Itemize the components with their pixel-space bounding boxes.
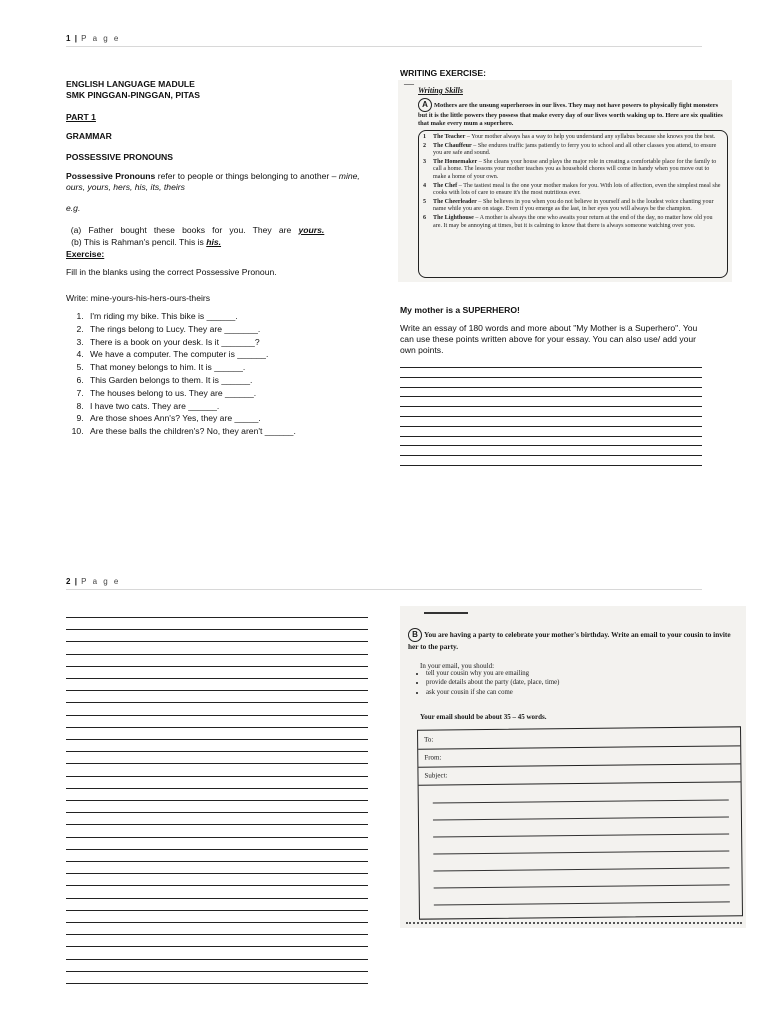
exercise-item: 7. The houses belong to us. They are ______. <box>86 387 374 400</box>
email-requirements <box>406 669 559 697</box>
writing-line[interactable] <box>66 800 368 801</box>
quality-text: – The tastiest meal is the one your mother makes for you. With lots of affection, even the simplest meal she cooks with lots of care to ensure it's the most nutritious ever. <box>433 182 721 197</box>
writing-line[interactable] <box>66 861 368 862</box>
exercise-item: 10. Are these balls the children's? No, they aren't ______. <box>86 425 374 438</box>
writing-line[interactable] <box>66 776 368 777</box>
writing-line[interactable] <box>66 641 368 642</box>
section-b-marker: B <box>408 628 422 642</box>
writing-line[interactable] <box>66 715 368 716</box>
essay-line[interactable] <box>400 367 702 368</box>
definition-text: refer to people or things belonging to another – <box>155 171 339 181</box>
quality-text: – She endures traffic jams patiently to ferry you to school and all other classes you attend, to ensure you are safe and sound. <box>433 142 717 157</box>
email-line[interactable] <box>433 833 729 837</box>
writing-line[interactable] <box>66 959 368 960</box>
essay-line[interactable] <box>400 387 702 388</box>
email-line[interactable] <box>433 799 729 803</box>
email-line[interactable] <box>433 867 729 871</box>
essay-line[interactable] <box>400 377 702 378</box>
writing-line[interactable] <box>66 885 368 886</box>
writing-line[interactable] <box>66 922 368 923</box>
email-form <box>417 726 743 919</box>
quality-number: 2 <box>423 142 427 149</box>
writing-lines-left[interactable] <box>66 0 368 1000</box>
writing-line[interactable] <box>66 971 368 972</box>
email-task <box>408 628 742 651</box>
to-label: To: <box>424 735 434 744</box>
writing-line[interactable] <box>66 678 368 679</box>
email-body-lines[interactable] <box>419 781 742 918</box>
exercise-item: 3. There is a book on your desk. Is it _______? <box>86 336 374 349</box>
essay-line[interactable] <box>400 426 702 427</box>
essay-line[interactable] <box>400 416 702 417</box>
writing-line[interactable] <box>66 617 368 618</box>
writing-line[interactable] <box>66 788 368 789</box>
quality-number: 1 <box>423 134 427 140</box>
exercise-item: 1. I'm riding my bike. This bike is ______. <box>86 310 374 323</box>
definition-term: Possessive Pronouns <box>66 171 156 181</box>
example-b-answer: his. <box>206 237 222 247</box>
requirement-item: • tell your cousin why you are emailing <box>426 669 559 678</box>
section-label: GRAMMAR <box>66 131 112 141</box>
quality-text: – She believes in you when you do not believe in yourself and is the loudest voice chanting your name while you are on stage. Even if you emerge as the last, in her eyes you will always be the champion. <box>433 198 714 213</box>
page-label: P a g e <box>81 34 121 43</box>
scanned-email-task <box>400 606 746 928</box>
scan-top-dash <box>424 612 468 614</box>
quality-number: 6 <box>423 214 427 221</box>
writing-line[interactable] <box>66 763 368 764</box>
example-a-text: (a) Father bought these books for you. They are <box>70 225 299 235</box>
page-header-2: 2 | P a g e <box>66 577 121 586</box>
essay-line[interactable] <box>400 465 702 466</box>
exercise-item: 4. We have a computer. The computer is ______. <box>86 348 374 361</box>
scan-dash: — <box>404 79 414 90</box>
scan-intro-text: Mothers are the unsung superheroes in our lives. They may not have powers to physically fight monsters but it is the little powers they possess that make every day of our lives worth waking up to. Here are six qualities that make every mum a superhero. <box>418 102 723 128</box>
quality-number: 4 <box>423 182 427 189</box>
essay-line[interactable] <box>400 455 702 456</box>
eg-label: e.g. <box>66 203 81 213</box>
writing-line[interactable] <box>66 812 368 813</box>
section-a-marker: A <box>418 98 432 112</box>
writing-line[interactable] <box>66 751 368 752</box>
email-task-text: You are having a party to celebrate your mother's birthday. Write an email to your cousin to invite her to the party. <box>408 630 731 651</box>
essay-line[interactable] <box>400 396 702 397</box>
email-should-label: In your email, you should: <box>420 662 495 670</box>
requirement-item: • ask your cousin if she can come <box>426 688 559 697</box>
quality-text: – Your mother always has a way to help you understand any syllabus because she knows you the best. <box>465 134 716 140</box>
quality-name: The Chef <box>433 182 458 189</box>
example-a-answer: yours. <box>298 225 325 235</box>
writing-line[interactable] <box>66 983 368 984</box>
writing-line[interactable] <box>66 739 368 740</box>
exercise-heading: Exercise: <box>66 249 105 259</box>
exercise-item: 9. Are those shoes Ann's? Yes, they are _____. <box>86 412 374 425</box>
exercise-item: 2. The rings belong to Lucy. They are _______. <box>86 323 374 336</box>
email-length-note: Your email should be about 35 – 45 words. <box>420 713 547 721</box>
module-title-line1: ENGLISH LANGUAGE MADULE <box>66 79 195 89</box>
page-header: 1 | P a g e <box>66 34 121 43</box>
quality-number: 5 <box>423 198 427 205</box>
exercise-instruction: Fill in the blanks using the correct Possessive Pronoun. <box>66 267 277 277</box>
essay-line[interactable] <box>400 445 702 446</box>
subject-label: Subject: <box>424 771 448 780</box>
exercise-item: 8. I have two cats. They are ______. <box>86 400 374 413</box>
quality-text: – She cleans your house and plays the major role in creating a comfortable place for the family to call a home. The lessons your mother teaches you as household chores will come in handy when you move out to make a home of your own. <box>433 158 717 180</box>
word-bank: Write: mine-yours-his-hers-ours-theirs <box>66 293 211 303</box>
definition-examples: mine, ours, yours, hers, his, its, theirs <box>66 171 360 192</box>
writing-line[interactable] <box>66 837 368 838</box>
quality-name: The Teacher <box>433 134 466 140</box>
quality-name: The Chauffeur <box>433 142 472 149</box>
writing-line[interactable] <box>66 629 368 630</box>
writing-line[interactable] <box>66 690 368 691</box>
writing-line[interactable] <box>66 873 368 874</box>
writing-line[interactable] <box>66 946 368 947</box>
requirement-item: • provide details about the party (date, place, time) <box>426 678 559 687</box>
writing-line[interactable] <box>66 849 368 850</box>
quality-text: – A mother is always the one who awaits your return at the end of the day, no matter how old you are. It may be annoying at times, but it is calming to know that there is always someone watching over you. <box>433 214 713 229</box>
page-number: 1 <box>66 34 71 43</box>
part-label: PART 1 <box>66 112 96 122</box>
scan-dotted-edge <box>406 922 742 924</box>
essay-writing-lines[interactable] <box>400 0 702 480</box>
writing-line[interactable] <box>66 666 368 667</box>
writing-line[interactable] <box>66 934 368 935</box>
exercise-item: 5. That money belongs to him. It is ______. <box>86 361 374 374</box>
essay-instruction: Write an essay of 180 words and more about "My Mother is a Superhero". You can use these points written above for your essay. You can also use/ add your own points. <box>400 323 698 355</box>
writing-line[interactable] <box>66 702 368 703</box>
page-label-2: P a g e <box>81 577 121 586</box>
topic-label: POSSESSIVE PRONOUNS <box>66 152 173 162</box>
email-line[interactable] <box>434 884 730 888</box>
writing-skills-title: Writing Skills <box>418 86 463 95</box>
quality-name: The Lighthouse <box>433 214 474 221</box>
email-line[interactable] <box>433 850 729 854</box>
quality-number: 3 <box>423 158 427 165</box>
quality-name: The Cheerleader <box>433 198 477 205</box>
writing-line[interactable] <box>66 824 368 825</box>
from-label: From: <box>424 753 442 762</box>
example-b-text: (b) This is Rahman's pencil. This is <box>68 237 207 247</box>
email-line[interactable] <box>433 816 729 820</box>
writing-line[interactable] <box>66 898 368 899</box>
exercise-item: 6. This Garden belongs to them. It is ______. <box>86 374 374 387</box>
writing-line[interactable] <box>66 727 368 728</box>
writing-line[interactable] <box>66 654 368 655</box>
quality-name: The Homemaker <box>433 158 478 165</box>
writing-line[interactable] <box>66 910 368 911</box>
writing-heading: WRITING EXERCISE: <box>400 68 486 78</box>
page-number-2: 2 <box>66 577 71 586</box>
essay-line[interactable] <box>400 406 702 407</box>
essay-title: My mother is a SUPERHERO! <box>400 305 520 315</box>
email-line[interactable] <box>434 901 730 905</box>
module-title-line2: SMK PINGGAN-PINGGAN, PITAS <box>66 90 201 100</box>
essay-line[interactable] <box>400 436 702 437</box>
